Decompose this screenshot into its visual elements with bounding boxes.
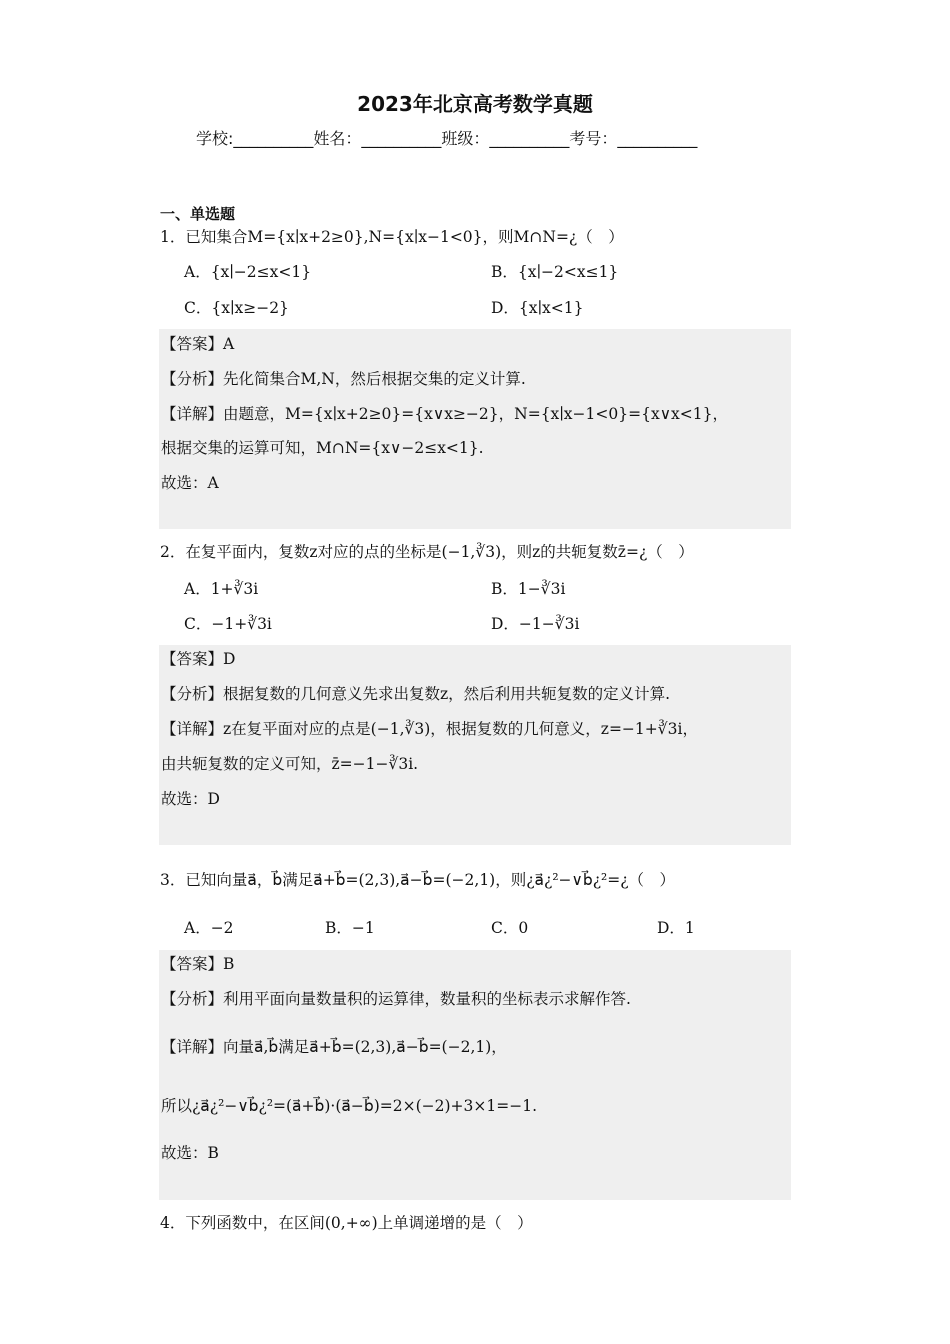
question-1-answer: 【答案】A [161, 335, 235, 353]
question-1-option-d: D．{x∣x<1} [491, 299, 584, 317]
question-3-option-d: D．1 [657, 919, 695, 937]
student-info-line: 学校:__________姓名：__________班级：__________考号：__________ [196, 129, 698, 148]
question-2-option-a: A．1+∛3i [184, 580, 259, 598]
question-3-answer: 【答案】B [161, 955, 235, 973]
question-3-option-c: C．0 [491, 919, 529, 937]
page-title: 2023年北京高考数学真题 [357, 92, 593, 116]
question-3-option-b: B．−1 [325, 919, 375, 937]
question-2-analysis: 【分析】根据复数的几何意义先求出复数z，然后利用共轭复数的定义计算. [161, 685, 671, 703]
question-1-stem: 1．已知集合M={x∣x+2≥0},N={x∣x−1<0}，则M∩N=¿（ ） [160, 228, 624, 246]
section-heading: 一、单选题 [160, 205, 236, 223]
question-2-detail-2: 由共轭复数的定义可知，z̄=−1−∛3i. [161, 755, 419, 773]
question-2-detail-1: 【详解】z在复平面对应的点是(−1,∛3)，根据复数的几何意义，z=−1+∛3i， [161, 720, 698, 738]
question-3-stem: 3．已知向量a⃗，b⃗满足a⃗+b⃗=(2,3),a⃗−b⃗=(−2,1)，则¿a⃗¿²−∨b⃗¿²=¿（ ） [160, 871, 676, 889]
question-3-solution-box [159, 950, 791, 1200]
question-1-option-a: A．{x∣−2≤x<1} [184, 263, 312, 281]
question-3-detail-1: 【详解】向量a⃗,b⃗满足a⃗+b⃗=(2,3),a⃗−b⃗=(−2,1)， [161, 1038, 507, 1056]
question-1-analysis: 【分析】先化简集合M,N，然后根据交集的定义计算. [161, 370, 526, 388]
question-3-option-a: A．−2 [184, 919, 234, 937]
question-3-analysis: 【分析】利用平面向量数量积的运算律，数量积的坐标表示求解作答. [161, 990, 631, 1008]
question-3-detail-2: 所以¿a⃗¿²−∨b⃗¿²=(a⃗+b⃗)·(a⃗−b⃗)=2×(−2)+3×1=−1. [161, 1097, 538, 1115]
question-2-option-c: C．−1+∛3i [184, 615, 272, 633]
question-2-answer: 【答案】D [161, 650, 236, 668]
question-3-choice: 故选：B [161, 1144, 219, 1162]
question-2-choice: 故选：D [161, 790, 220, 808]
question-4-stem: 4．下列函数中，在区间(0,+∞)上单调递增的是（ ） [160, 1214, 533, 1232]
question-1-solution-box [159, 329, 791, 529]
question-2-solution-box [159, 645, 791, 845]
question-1-detail-2: 根据交集的运算可知，M∩N={x∨−2≤x<1}. [161, 439, 484, 457]
question-1-option-c: C．{x∣x≥−2} [184, 299, 289, 317]
question-1-option-b: B．{x∣−2<x≤1} [491, 263, 619, 281]
question-2-option-d: D．−1−∛3i [491, 615, 580, 633]
question-2-stem: 2．在复平面内，复数z对应的点的坐标是(−1,∛3)，则z的共轭复数z̄=¿（ ） [160, 543, 694, 561]
question-1-detail-1: 【详解】由题意，M={x∣x+2≥0}={x∨x≥−2}，N={x∣x−1<0}={x∨x<1}， [161, 405, 728, 423]
question-1-choice: 故选：A [161, 474, 219, 492]
question-2-option-b: B．1−∛3i [491, 580, 566, 598]
